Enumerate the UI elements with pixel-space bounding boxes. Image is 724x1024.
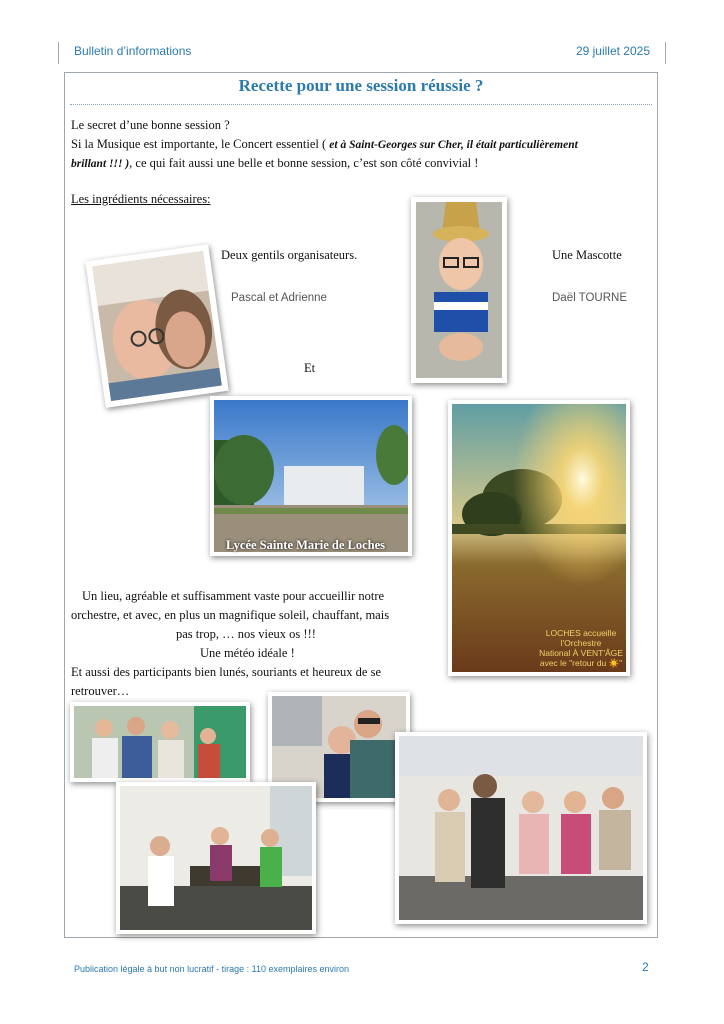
- intro-text: Si la Musique est importante, le Concert essentiel (: [71, 137, 330, 151]
- organizers-title: Deux gentils organisateurs.: [221, 248, 358, 262]
- place-line-4: Une météo idéale !: [200, 646, 295, 660]
- organizers-photo: [85, 244, 228, 408]
- place-line-1: Un lieu, agréable et suffisamment vaste pour accueillir notre: [82, 589, 385, 603]
- place-line-6: retrouver…: [71, 684, 130, 698]
- ingredients-heading: Les ingrédients nécessaires:: [71, 192, 211, 206]
- bulletin-header: Bulletin d’informations: [74, 44, 192, 58]
- header-date: 29 juillet 2025: [575, 44, 650, 58]
- group-photo-1: [70, 702, 250, 782]
- intro-italic: et à Saint-Georges sur Cher, il était particulièrement: [329, 139, 578, 151]
- sunset-caption-l1: LOCHES accueille: [545, 628, 617, 638]
- place-line-3: pas trop, … nos vieux os !!!: [176, 627, 316, 641]
- intro-line-1: Le secret d’une bonne session ?: [71, 118, 230, 132]
- sunset-caption: [537, 628, 625, 668]
- header-divider-left: [58, 42, 59, 64]
- title-divider: [70, 104, 652, 105]
- sunset-caption-l3: National À VENT'ÂGE: [539, 648, 623, 658]
- place-line-5: Et aussi des participants bien lunés, souriants et heureux de se: [71, 665, 381, 679]
- et-label: Et: [304, 361, 316, 375]
- group-photo-3: [116, 782, 316, 934]
- group-photo-4: [395, 732, 647, 924]
- intro-italic-2: brillant !!! ): [71, 158, 130, 170]
- page-title: Recette pour une session réussie ?: [238, 76, 484, 95]
- lycee-photo: [210, 396, 412, 556]
- mascot-title: Une Mascotte: [552, 248, 622, 262]
- header-divider-right: [665, 42, 666, 64]
- place-line-2: orchestre, et avec, en plus un magnifique soleil, chauffant, mais: [71, 608, 390, 622]
- page-number: 2: [642, 960, 649, 974]
- sunset-caption-l2: l'Orchestre: [560, 638, 602, 648]
- organizers-names: Pascal et Adrienne: [231, 292, 327, 304]
- mascot-name: Daël TOURNE: [552, 292, 627, 304]
- intro-line-3: [71, 154, 478, 174]
- lycee-caption: Lycée Sainte Marie de Loches: [226, 538, 385, 552]
- intro-line-2: [71, 135, 578, 155]
- mascot-photo: [411, 197, 507, 383]
- intro-text-2: , ce qui fait aussi une belle et bonne session, c’est son côté convivial !: [129, 156, 479, 170]
- sunset-caption-l4: avec le "retour du ☀️": [539, 658, 623, 668]
- footer-legal: Publication légale à but non lucratif - tirage : 110 exemplaires environ: [74, 964, 349, 974]
